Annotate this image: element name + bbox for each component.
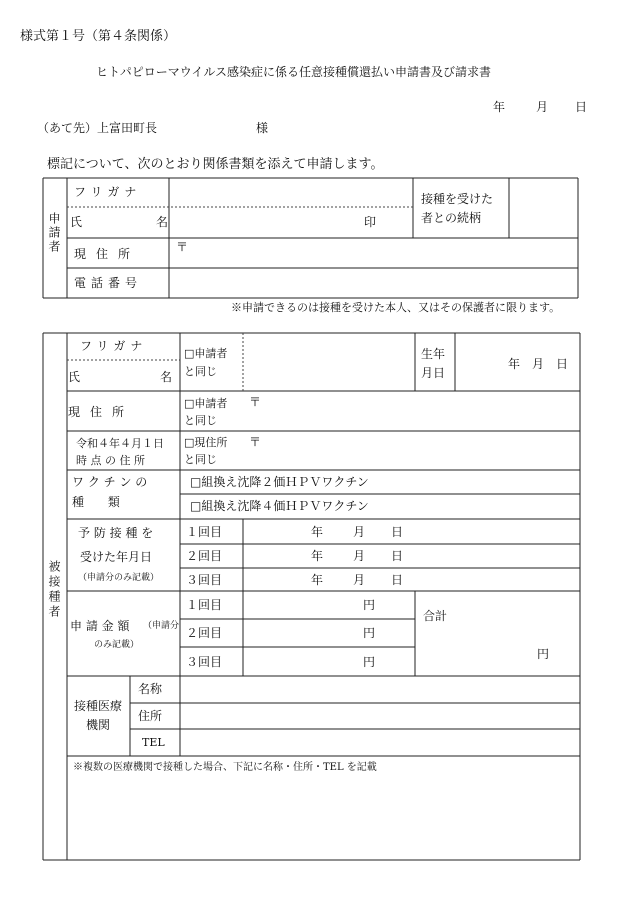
recipient-address-label: 現住所 bbox=[68, 405, 135, 419]
dose-2-label: ２回目 bbox=[186, 549, 223, 563]
institution-tel-label: TEL bbox=[142, 736, 165, 749]
address-same-label-2: と同じ bbox=[184, 414, 217, 427]
applicant-phone-label: 電話番号 bbox=[74, 276, 143, 290]
multiple-institutions-note: ※複数の医療機関で接種した場合、下記に名称・住所・TEL を記載 bbox=[73, 762, 377, 773]
applicant-note: ※申請できるのは接種を受けた本人、又はその保護者に限ります。 bbox=[231, 301, 561, 314]
dose-3-month: 月 bbox=[353, 573, 366, 587]
applicant-address-label: 現住所 bbox=[74, 247, 141, 261]
total-yen: 円 bbox=[537, 647, 550, 661]
dose-1-year: 年 bbox=[311, 525, 324, 539]
past-address-label-1: 令和４年４月１日 bbox=[76, 437, 164, 450]
amount-dose-3: ３回目 bbox=[186, 655, 223, 669]
institution-name-label: 名称 bbox=[138, 682, 163, 696]
vaccine-option-2valent[interactable]: □組換え沈降２価ＨＰＶワクチン bbox=[190, 475, 369, 489]
seal-mark: 印 bbox=[364, 215, 377, 229]
applicant-section-label: 申請者 bbox=[47, 212, 61, 254]
recipient-section-label: 被接種者 bbox=[47, 560, 61, 620]
relationship-label-1: 接種を受けた bbox=[421, 192, 494, 206]
same-as-applicant-checkbox-1[interactable]: □申請者 bbox=[184, 347, 228, 360]
recipient-name-label-1: 氏 bbox=[68, 370, 81, 384]
recipient-furigana-label: フリガナ bbox=[80, 339, 148, 353]
institution-label-2: 機関 bbox=[86, 718, 111, 732]
past-postal-mark: 〒 bbox=[249, 435, 262, 449]
dose-2-month: 月 bbox=[353, 549, 366, 563]
recipient-name-label-2: 名 bbox=[160, 370, 173, 384]
dose-1-day: 日 bbox=[391, 525, 404, 539]
past-address-label-2: 時 点 の 住 所 bbox=[76, 454, 145, 467]
amount-dose-1: １回目 bbox=[186, 598, 223, 612]
applicant-postal-mark: 〒 bbox=[176, 240, 189, 254]
dose-1-month: 月 bbox=[353, 525, 366, 539]
page-title: ヒトパピローマウイルス感染症に係る任意接種償還払い申請書及び請求書 bbox=[96, 65, 492, 79]
amount-label-2: のみ記載） bbox=[94, 640, 140, 650]
amount-dose-2: ２回目 bbox=[186, 626, 223, 640]
vaccine-label-1: ワ ク チ ン の bbox=[72, 475, 148, 489]
vaccine-label-2: 種 類 bbox=[72, 495, 130, 509]
institution-address-label: 住所 bbox=[138, 709, 163, 723]
amount-label-1: 申 請 金 額 bbox=[70, 619, 130, 633]
vaccination-date-label-3: （申請分のみ記載） bbox=[78, 573, 160, 583]
form-number: 様式第１号（第４条関係） bbox=[20, 29, 177, 44]
vaccination-date-label-2: 受けた年月日 bbox=[80, 550, 153, 564]
institution-label-1: 接種医療 bbox=[74, 699, 123, 713]
yen-2: 円 bbox=[363, 626, 376, 640]
applicant-furigana-label: フリガナ bbox=[74, 185, 142, 199]
past-same-label-2: と同じ bbox=[184, 453, 217, 466]
birth-ymd: 年 月 日 bbox=[508, 357, 569, 371]
birth-label-1: 生年 bbox=[421, 347, 446, 361]
dose-1-label: １回目 bbox=[186, 525, 223, 539]
relationship-label-2: 者との続柄 bbox=[421, 211, 482, 225]
past-same-checkbox-1[interactable]: □現住所 bbox=[184, 436, 228, 449]
dose-3-label: ３回目 bbox=[186, 573, 223, 587]
dose-3-day: 日 bbox=[391, 573, 404, 587]
date-year-label: 年 bbox=[493, 100, 506, 114]
amount-label-1b: （申請分 bbox=[143, 621, 180, 631]
birth-label-2: 月日 bbox=[421, 366, 446, 380]
intro-text: 標記について、次のとおり関係書類を添えて申請します。 bbox=[47, 157, 384, 172]
applicant-name-label-2: 名 bbox=[156, 215, 169, 229]
vaccine-option-4valent[interactable]: □組換え沈降４価ＨＰＶワクチン bbox=[190, 499, 369, 513]
recipient-postal-mark: 〒 bbox=[249, 395, 262, 409]
date-month-label: 月 bbox=[536, 100, 549, 114]
same-as-applicant-label-2: と同じ bbox=[184, 365, 217, 378]
total-label: 合計 bbox=[423, 609, 448, 623]
dose-2-day: 日 bbox=[391, 549, 404, 563]
dose-2-year: 年 bbox=[311, 549, 324, 563]
addressee: （あて先）上富田町長 bbox=[37, 121, 158, 135]
address-same-checkbox-1[interactable]: □申請者 bbox=[184, 397, 228, 410]
dose-3-year: 年 bbox=[311, 573, 324, 587]
yen-3: 円 bbox=[363, 655, 376, 669]
applicant-name-label-1: 氏 bbox=[70, 215, 83, 229]
addressee-honorific: 様 bbox=[256, 121, 269, 135]
yen-1: 円 bbox=[363, 598, 376, 612]
vaccination-date-label-1: 予 防 接 種 を bbox=[78, 526, 154, 540]
date-day-label: 日 bbox=[575, 100, 588, 114]
